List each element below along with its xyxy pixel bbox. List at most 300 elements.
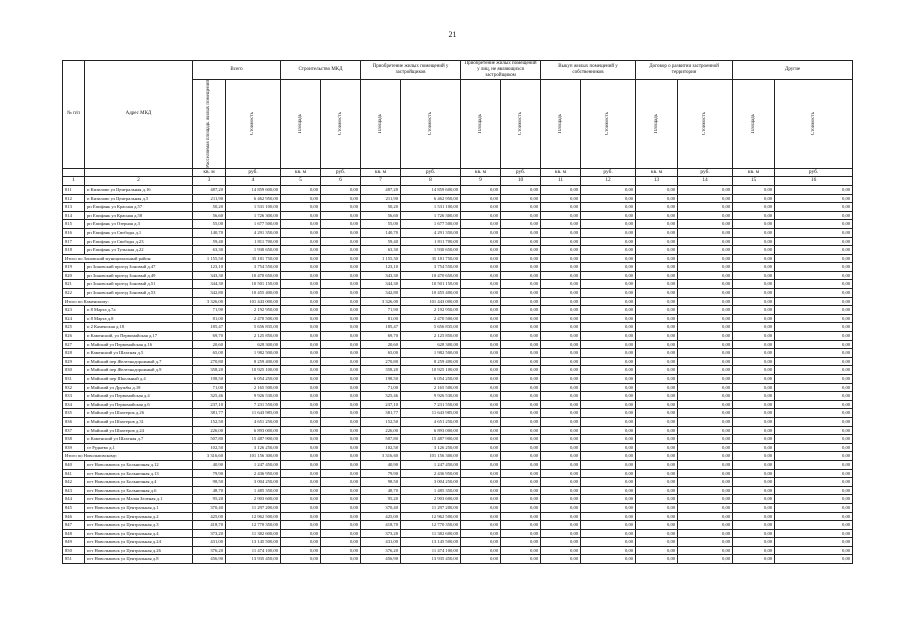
total-cost: 7 231 550,00 (226, 400, 281, 409)
column-numbers-row (63, 177, 853, 186)
developer-cost: 10 501 150,00 (401, 280, 461, 289)
developer-area: 376,20 (361, 546, 401, 555)
development-agreement-area: 0,00 (636, 228, 678, 237)
other-cost: 0,00 (775, 314, 853, 323)
construction-cost: 0,00 (321, 555, 361, 564)
total-area: 507,80 (193, 435, 226, 444)
row-address: пгт Новольвовск ул Центральная д.26 (85, 546, 193, 555)
header-cost: Стоимость (321, 80, 361, 169)
construction-cost: 0,00 (321, 538, 361, 547)
table-row (63, 443, 853, 452)
row-address: п Майский ул Дружбы д.18 (85, 383, 193, 392)
header-cost: Стоимость (581, 80, 636, 169)
non-developer-area: 0,00 (461, 538, 501, 547)
total-area: 1 155,50 (193, 254, 226, 263)
developer-cost: 1 531 100,00 (401, 203, 461, 212)
row-address: п Майский ул Шахтеров д.24 (85, 426, 193, 435)
unit-cell: кв. м (461, 168, 501, 177)
development-agreement-area: 0,00 (636, 495, 678, 504)
total-area: 65,00 (193, 349, 226, 358)
construction-cost: 0,00 (321, 417, 361, 426)
developer-area: 20,60 (361, 340, 401, 349)
non-developer-area: 0,00 (461, 443, 501, 452)
other-cost: 0,00 (775, 340, 853, 349)
buyout-area: 0,00 (541, 521, 581, 530)
developer-cost: 4 651 250,00 (401, 417, 461, 426)
unit-cell: руб. (321, 168, 361, 177)
row-address: п Майский ул Первомайская д.6 (85, 400, 193, 409)
construction-cost: 0,00 (321, 349, 361, 358)
table-row (63, 555, 853, 564)
other-area: 0,00 (733, 460, 775, 469)
developer-cost: 2 470 500,00 (401, 314, 461, 323)
other-area: 0,00 (733, 469, 775, 478)
total-cost: 11 474 100,00 (226, 546, 281, 555)
non-developer-cost: 0,00 (501, 383, 541, 392)
non-developer-cost: 0,00 (501, 417, 541, 426)
development-agreement-area: 0,00 (636, 478, 678, 487)
buyout-cost: 0,00 (581, 392, 636, 401)
construction-area: 0,00 (281, 426, 321, 435)
row-number: 845 (63, 503, 85, 512)
table-row (63, 417, 853, 426)
other-cost: 0,00 (775, 185, 853, 194)
table-row (63, 203, 853, 212)
construction-cost: 0,00 (321, 435, 361, 444)
buyout-cost: 0,00 (581, 228, 636, 237)
other-cost: 0,00 (775, 486, 853, 495)
row-number: 834 (63, 400, 85, 409)
header-area: Площадь (461, 80, 501, 169)
buyout-cost: 0,00 (581, 332, 636, 341)
total-area: 59,40 (193, 237, 226, 246)
development-agreement-area: 0,00 (636, 211, 678, 220)
developer-cost: 6 893 000,00 (401, 426, 461, 435)
other-area: 0,00 (733, 203, 775, 212)
development-agreement-cost: 0,00 (678, 220, 733, 229)
total-area: 425,00 (193, 512, 226, 521)
other-area: 0,00 (733, 271, 775, 280)
buyout-area: 0,00 (541, 460, 581, 469)
total-area: 81,00 (193, 314, 226, 323)
developer-cost: 14 859 600,00 (401, 185, 461, 194)
row-number: 838 (63, 435, 85, 444)
buyout-area: 0,00 (541, 478, 581, 487)
construction-area: 0,00 (281, 306, 321, 315)
buyout-cost: 0,00 (581, 375, 636, 384)
non-developer-cost: 0,00 (501, 220, 541, 229)
buyout-area: 0,00 (541, 314, 581, 323)
row-number: 828 (63, 349, 85, 358)
total-cost: 2 903 600,00 (226, 495, 281, 504)
developer-area: 102,50 (361, 443, 401, 452)
non-developer-cost: 0,00 (501, 546, 541, 555)
header-cost: Стоимость (501, 80, 541, 169)
development-agreement-cost: 0,00 (678, 529, 733, 538)
buyout-cost: 0,00 (581, 555, 636, 564)
buyout-cost: 0,00 (581, 460, 636, 469)
development-agreement-cost: 0,00 (678, 546, 733, 555)
construction-area: 0,00 (281, 417, 321, 426)
page-number: 21 (448, 30, 457, 39)
developer-area: 358,20 (361, 366, 401, 375)
development-agreement-cost: 0,00 (678, 503, 733, 512)
non-developer-cost: 0,00 (501, 340, 541, 349)
row-address: пгт Новольвовск ул Больничная д.12 (85, 460, 193, 469)
total-area: 487,20 (193, 185, 226, 194)
construction-area: 0,00 (281, 546, 321, 555)
buyout-area: 0,00 (541, 400, 581, 409)
non-developer-cost: 0,00 (501, 443, 541, 452)
other-area: 0,00 (733, 392, 775, 401)
non-developer-area: 0,00 (461, 228, 501, 237)
buyout-area: 0,00 (541, 357, 581, 366)
buyout-area: 0,00 (541, 246, 581, 255)
construction-area: 0,00 (281, 246, 321, 255)
other-cost: 0,00 (775, 443, 853, 452)
non-developer-cost: 0,00 (501, 538, 541, 547)
construction-area: 0,00 (281, 512, 321, 521)
non-developer-area: 0,00 (461, 211, 501, 220)
buyout-cost: 0,00 (581, 254, 636, 263)
row-number: 827 (63, 340, 85, 349)
total-cost: 1 677 500,00 (226, 220, 281, 229)
development-agreement-area: 0,00 (636, 271, 678, 280)
construction-area: 0,00 (281, 443, 321, 452)
developer-area: 431,00 (361, 538, 401, 547)
row-number: 822 (63, 289, 85, 298)
development-agreement-area: 0,00 (636, 203, 678, 212)
total-cost: 1 726 300,00 (226, 211, 281, 220)
construction-cost: 0,00 (321, 340, 361, 349)
development-agreement-cost: 0,00 (678, 185, 733, 194)
header-no: № п/п (63, 61, 85, 169)
non-developer-cost: 0,00 (501, 375, 541, 384)
development-agreement-cost: 0,00 (678, 271, 733, 280)
table-row (63, 383, 853, 392)
development-agreement-cost: 0,00 (678, 280, 733, 289)
construction-cost: 0,00 (321, 366, 361, 375)
non-developer-cost: 0,00 (501, 271, 541, 280)
total-area: 211,90 (193, 194, 226, 203)
buyout-cost: 0,00 (581, 366, 636, 375)
buyout-cost: 0,00 (581, 314, 636, 323)
non-developer-cost: 0,00 (501, 529, 541, 538)
developer-cost: 1 930 650,00 (401, 246, 461, 255)
construction-cost: 0,00 (321, 503, 361, 512)
construction-area: 0,00 (281, 452, 321, 461)
development-agreement-area: 0,00 (636, 486, 678, 495)
total-area: 3 316,60 (193, 452, 226, 461)
buyout-cost: 0,00 (581, 323, 636, 332)
total-area: 381,77 (193, 409, 226, 418)
buyout-area: 0,00 (541, 486, 581, 495)
construction-area: 0,00 (281, 194, 321, 203)
other-area: 0,00 (733, 495, 775, 504)
non-developer-area: 0,00 (461, 435, 501, 444)
construction-cost: 0,00 (321, 460, 361, 469)
other-cost: 0,00 (775, 280, 853, 289)
other-area: 0,00 (733, 220, 775, 229)
row-number: 847 (63, 521, 85, 530)
buyout-cost: 0,00 (581, 280, 636, 289)
development-agreement-cost: 0,00 (678, 332, 733, 341)
non-developer-area: 0,00 (461, 417, 501, 426)
total-cost: 1 531 100,00 (226, 203, 281, 212)
other-area: 0,00 (733, 263, 775, 272)
developer-area: 1 155,50 (361, 254, 401, 263)
row-number: 835 (63, 409, 85, 418)
row-number: 841 (63, 469, 85, 478)
table-body (63, 185, 853, 563)
non-developer-area: 0,00 (461, 297, 501, 306)
buyout-cost: 0,00 (581, 417, 636, 426)
row-number: 849 (63, 538, 85, 547)
total-cost: 3 754 550,00 (226, 263, 281, 272)
other-cost: 0,00 (775, 538, 853, 547)
developer-cost: 2 165 500,00 (401, 383, 461, 392)
buyout-area: 0,00 (541, 538, 581, 547)
non-developer-area: 0,00 (461, 469, 501, 478)
total-area: 343,30 (193, 271, 226, 280)
construction-area: 0,00 (281, 271, 321, 280)
total-area: 418,70 (193, 521, 226, 530)
development-agreement-area: 0,00 (636, 314, 678, 323)
developer-area: 185,47 (361, 323, 401, 332)
row-address: пгт Новольвовск ул Малая Зеленая д.1 (85, 495, 193, 504)
total-cost: 12 770 350,00 (226, 521, 281, 530)
row-address: п Майский ул Первомайская д.16 (85, 340, 193, 349)
row-address: рп Епифань ул Красная д.58 (85, 211, 193, 220)
development-agreement-cost: 0,00 (678, 289, 733, 298)
construction-area: 0,00 (281, 555, 321, 564)
construction-area: 0,00 (281, 211, 321, 220)
row-number: 844 (63, 495, 85, 504)
non-developer-area: 0,00 (461, 512, 501, 521)
row-address: п Каменский, ул Первомайская д.17 (85, 332, 193, 341)
developer-area: 456,90 (361, 555, 401, 564)
other-area: 0,00 (733, 435, 775, 444)
table-row (63, 340, 853, 349)
development-agreement-area: 0,00 (636, 332, 678, 341)
row-number: 830 (63, 366, 85, 375)
non-developer-cost: 0,00 (501, 521, 541, 530)
other-cost: 0,00 (775, 246, 853, 255)
construction-cost: 0,00 (321, 443, 361, 452)
other-area: 0,00 (733, 486, 775, 495)
table-row (63, 460, 853, 469)
other-cost: 0,00 (775, 366, 853, 375)
developer-area: 507,80 (361, 435, 401, 444)
total-cost: 35 181 750,00 (226, 254, 281, 263)
construction-area: 0,00 (281, 383, 321, 392)
other-cost: 0,00 (775, 203, 853, 212)
table-row (63, 495, 853, 504)
unit-cell: руб. (775, 168, 853, 177)
construction-cost: 0,00 (321, 280, 361, 289)
developer-cost: 11 382 600,00 (401, 529, 461, 538)
other-cost: 0,00 (775, 478, 853, 487)
construction-cost: 0,00 (321, 400, 361, 409)
column-number: 12 (581, 177, 636, 186)
construction-area: 0,00 (281, 486, 321, 495)
row-address: рп Зоновский проезд Зоновый д.47 (85, 263, 193, 272)
non-developer-cost: 0,00 (501, 297, 541, 306)
non-developer-area: 0,00 (461, 237, 501, 246)
other-cost: 0,00 (775, 220, 853, 229)
non-developer-cost: 0,00 (501, 478, 541, 487)
development-agreement-area: 0,00 (636, 220, 678, 229)
non-developer-area: 0,00 (461, 392, 501, 401)
developer-area: 198,50 (361, 375, 401, 384)
developer-area: 71,00 (361, 383, 401, 392)
buyout-area: 0,00 (541, 503, 581, 512)
column-number: 10 (501, 177, 541, 186)
buyout-cost: 0,00 (581, 297, 636, 306)
buyout-cost: 0,00 (581, 220, 636, 229)
construction-cost: 0,00 (321, 203, 361, 212)
table-row (63, 246, 853, 255)
total-cost: 101 443 000,00 (226, 297, 281, 306)
non-developer-area: 0,00 (461, 375, 501, 384)
other-cost: 0,00 (775, 409, 853, 418)
other-area: 0,00 (733, 503, 775, 512)
total-cost: 10 925 100,00 (226, 366, 281, 375)
non-developer-cost: 0,00 (501, 185, 541, 194)
header-group-developers: Приобретение жилых помещений у застройщиков (361, 61, 461, 80)
table-row (63, 426, 853, 435)
development-agreement-area: 0,00 (636, 237, 678, 246)
development-agreement-cost: 0,00 (678, 435, 733, 444)
development-agreement-cost: 0,00 (678, 521, 733, 530)
column-number: 1 (63, 177, 85, 186)
development-agreement-cost: 0,00 (678, 323, 733, 332)
total-cost: 1 811 700,00 (226, 237, 281, 246)
buyout-area: 0,00 (541, 349, 581, 358)
development-agreement-cost: 0,00 (678, 426, 733, 435)
row-number: 811 (63, 185, 85, 194)
non-developer-cost: 0,00 (501, 469, 541, 478)
construction-cost: 0,00 (321, 452, 361, 461)
row-number: 848 (63, 529, 85, 538)
development-agreement-area: 0,00 (636, 400, 678, 409)
non-developer-area: 0,00 (461, 263, 501, 272)
construction-area: 0,00 (281, 220, 321, 229)
developer-cost: 11 643 985,00 (401, 409, 461, 418)
buyout-area: 0,00 (541, 383, 581, 392)
row-address: пгт Новольвовск ул Центральная д.3 (85, 521, 193, 530)
column-number: 7 (361, 177, 401, 186)
row-number: 846 (63, 512, 85, 521)
total-area: 3 326,00 (193, 297, 226, 306)
row-address: п Майский ул Первомайская д.4 (85, 392, 193, 401)
other-cost: 0,00 (775, 383, 853, 392)
total-area: 63,30 (193, 246, 226, 255)
developer-cost: 5 656 835,00 (401, 323, 461, 332)
unit-cell: руб. (226, 168, 281, 177)
buyout-cost: 0,00 (581, 357, 636, 366)
buyout-cost: 0,00 (581, 203, 636, 212)
unit-cell: руб. (501, 168, 541, 177)
buyout-area: 0,00 (541, 220, 581, 229)
total-area: 152,50 (193, 417, 226, 426)
developer-cost: 12 962 500,00 (401, 512, 461, 521)
total-cost: 11 297 200,00 (226, 503, 281, 512)
construction-area: 0,00 (281, 366, 321, 375)
development-agreement-area: 0,00 (636, 426, 678, 435)
development-agreement-area: 0,00 (636, 409, 678, 418)
developer-area: 40,90 (361, 460, 401, 469)
construction-cost: 0,00 (321, 521, 361, 530)
buyout-area: 0,00 (541, 280, 581, 289)
development-agreement-area: 0,00 (636, 306, 678, 315)
developer-cost: 9 926 530,00 (401, 392, 461, 401)
total-cost: 3 126 250,00 (226, 443, 281, 452)
developer-area: 418,70 (361, 521, 401, 530)
developer-area: 50,20 (361, 203, 401, 212)
construction-area: 0,00 (281, 314, 321, 323)
developer-area: 56,60 (361, 211, 401, 220)
construction-area: 0,00 (281, 203, 321, 212)
column-number: 6 (321, 177, 361, 186)
non-developer-area: 0,00 (461, 314, 501, 323)
other-cost: 0,00 (775, 271, 853, 280)
column-number: 8 (401, 177, 461, 186)
total-area: 40,90 (193, 460, 226, 469)
other-area: 0,00 (733, 332, 775, 341)
total-area: 140,70 (193, 228, 226, 237)
other-cost: 0,00 (775, 194, 853, 203)
column-number: 5 (281, 177, 321, 186)
row-address: рп Зоновский проезд Зоновый д.53 (85, 289, 193, 298)
total-cost: 13 145 500,00 (226, 538, 281, 547)
non-developer-cost: 0,00 (501, 194, 541, 203)
other-area: 0,00 (733, 478, 775, 487)
header-area: Площадь (361, 80, 401, 169)
other-cost: 0,00 (775, 375, 853, 384)
buyout-cost: 0,00 (581, 246, 636, 255)
construction-cost: 0,00 (321, 194, 361, 203)
subtotal-row (63, 452, 853, 461)
construction-cost: 0,00 (321, 297, 361, 306)
total-cost: 2 436 950,00 (226, 469, 281, 478)
total-area: 69,70 (193, 332, 226, 341)
table-row (63, 271, 853, 280)
total-cost: 13 935 450,00 (226, 555, 281, 564)
non-developer-area: 0,00 (461, 349, 501, 358)
non-developer-area: 0,00 (461, 323, 501, 332)
total-cost: 6 054 250,00 (226, 375, 281, 384)
development-agreement-cost: 0,00 (678, 443, 733, 452)
other-area: 0,00 (733, 185, 775, 194)
construction-cost: 0,00 (321, 271, 361, 280)
other-area: 0,00 (733, 400, 775, 409)
buyout-cost: 0,00 (581, 383, 636, 392)
total-cost: 101 156 300,00 (226, 452, 281, 461)
construction-area: 0,00 (281, 375, 321, 384)
other-cost: 0,00 (775, 426, 853, 435)
development-agreement-area: 0,00 (636, 297, 678, 306)
developer-cost: 15 487 900,00 (401, 435, 461, 444)
table-row (63, 409, 853, 418)
development-agreement-cost: 0,00 (678, 383, 733, 392)
development-agreement-cost: 0,00 (678, 512, 733, 521)
construction-cost: 0,00 (321, 228, 361, 237)
development-agreement-cost: 0,00 (678, 495, 733, 504)
developer-cost: 8 259 400,00 (401, 357, 461, 366)
column-number: 3 (193, 177, 226, 186)
total-area: 198,50 (193, 375, 226, 384)
